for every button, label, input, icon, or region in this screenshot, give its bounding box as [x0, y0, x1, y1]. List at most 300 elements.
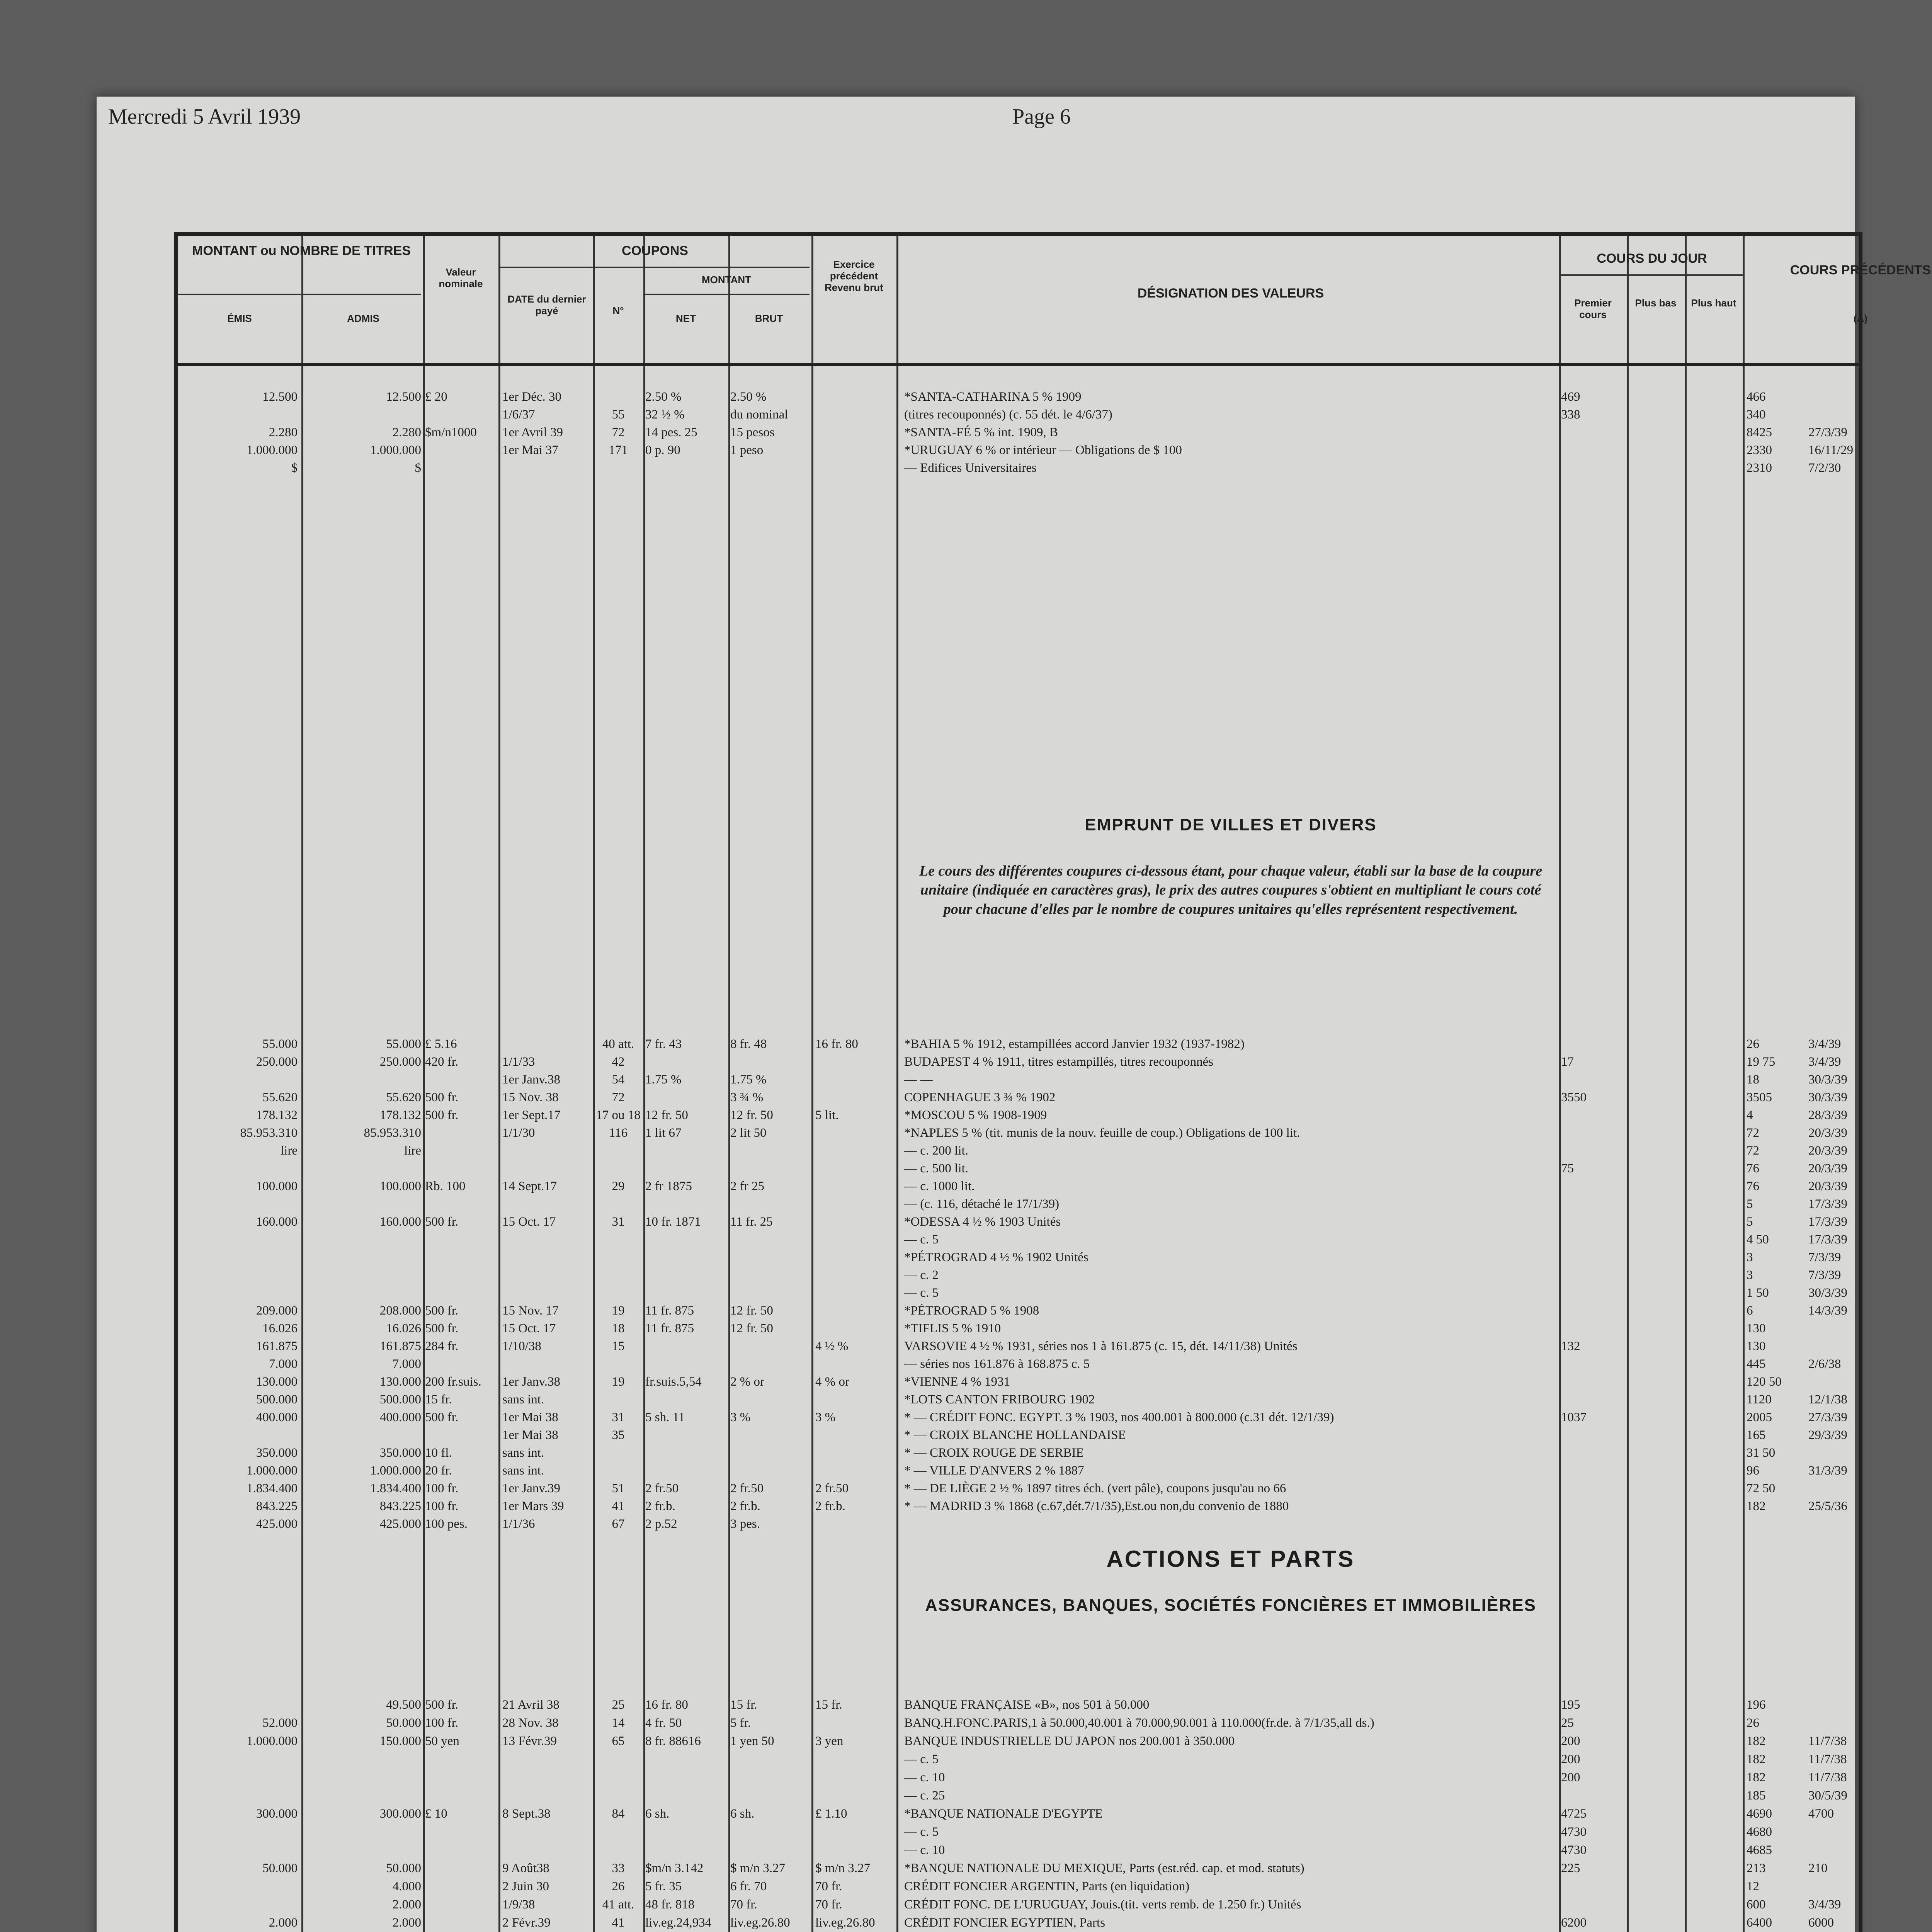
- designation-cell: — Edifices Universitaires: [904, 461, 1037, 475]
- table-row: [178, 1036, 1859, 1053]
- cours-precedent-date-cell: 27/3/39: [1808, 425, 1847, 439]
- designation-cell: * — VILLE D'ANVERS 2 % 1887: [904, 1464, 1084, 1478]
- section-title-actions: ACTIONS ET PARTS: [1106, 1546, 1355, 1572]
- coupon-no-cell: 15: [612, 1339, 625, 1353]
- admis-cell: 100.000: [379, 1179, 421, 1193]
- coupon-no-cell: 65: [612, 1734, 625, 1748]
- table-row: [178, 1842, 1859, 1859]
- valeur-cell: 100 fr.: [425, 1499, 459, 1513]
- table-row: [178, 1213, 1859, 1231]
- designation-cell: BANQUE FRANÇAISE «B», nos 501 à 50.000: [904, 1698, 1150, 1712]
- table-row: [178, 1878, 1859, 1896]
- valeur-cell: 100 pes.: [425, 1517, 468, 1531]
- admis-cell: 350.000: [379, 1446, 421, 1460]
- premier-cours-cell: 132: [1561, 1339, 1580, 1353]
- table-row: [178, 1391, 1859, 1409]
- designation-cell: CRÉDIT FONCIER ARGENTIN, Parts (en liquidation): [904, 1879, 1190, 1893]
- table-row: [178, 1515, 1859, 1533]
- designation-cell: — c. 5: [904, 1752, 939, 1766]
- admis-cell: 250.000: [379, 1055, 421, 1069]
- valeur-cell: Rb. 100: [425, 1179, 466, 1193]
- net-cell: 10 fr. 1871: [645, 1215, 701, 1229]
- valeur-cell: 500 fr.: [425, 1304, 459, 1318]
- cours-precedent-date-cell: 20/3/39: [1808, 1144, 1847, 1158]
- designation-cell: *MOSCOU 5 % 1908-1909: [904, 1108, 1047, 1122]
- table-row: [178, 1053, 1859, 1071]
- cours-precedent-cell: 6: [1747, 1304, 1753, 1318]
- premier-cours-cell: 195: [1561, 1698, 1580, 1712]
- valeur-cell: 10 fl.: [425, 1446, 452, 1460]
- net-cell: 48 fr. 818: [645, 1898, 695, 1912]
- brut-cell: 3 pes.: [730, 1517, 760, 1531]
- valeur-header: Valeur nominale: [439, 266, 483, 289]
- admis-cell: 300.000: [379, 1807, 421, 1821]
- emis-cell: 55.620: [262, 1090, 298, 1104]
- emis-cell: 100.000: [256, 1179, 298, 1193]
- emis-cell: 50.000: [262, 1861, 298, 1875]
- date-cell: 1/10/38: [502, 1339, 541, 1353]
- net-cell: 16 fr. 80: [645, 1698, 688, 1712]
- valeur-cell: 284 fr.: [425, 1339, 459, 1353]
- designation-cell: *BAHIA 5 % 1912, estampillées accord Janvier 1932 (1937-1982): [904, 1037, 1245, 1051]
- designation-cell: CRÉDIT FONC. DE L'URUGUAY, Jouis.(tit. verts remb. de 1.250 fr.) Unités: [904, 1898, 1301, 1912]
- admis-cell: 2.000: [392, 1898, 421, 1912]
- cours-precedent-cell: 2330: [1747, 443, 1772, 457]
- table-row: [178, 1124, 1859, 1142]
- date-cell: 1er Sept.17: [502, 1108, 561, 1122]
- table-row: [178, 1914, 1859, 1932]
- admis-cell: 12.500: [386, 390, 421, 404]
- date-cell: 15 Oct. 17: [502, 1215, 556, 1229]
- date-cell: 8 Sept.38: [502, 1807, 551, 1821]
- designation-cell: — c. 10: [904, 1843, 945, 1857]
- table-row: [178, 1302, 1859, 1320]
- emis-cell: 425.000: [256, 1517, 298, 1531]
- table-row: [178, 1373, 1859, 1391]
- cours-precedent-date-cell: 31/3/39: [1808, 1464, 1847, 1478]
- cours-precedent-date-cell: 4700: [1808, 1807, 1834, 1821]
- designation-cell: — c. 5: [904, 1286, 939, 1300]
- cours-precedent-cell: 130: [1747, 1321, 1766, 1335]
- valeur-cell: 50 yen: [425, 1734, 459, 1748]
- date-cell: 9 Août38: [502, 1861, 549, 1875]
- emis-cell: 2.280: [269, 425, 298, 439]
- date-cell: 1/6/37: [502, 408, 535, 422]
- revenu-cell: 3 %: [815, 1410, 836, 1424]
- cours-precedent-cell: 26: [1747, 1037, 1759, 1051]
- net-cell: 0 p. 90: [645, 443, 680, 457]
- coupon-no-cell: 54: [612, 1073, 625, 1087]
- brut-cell: 3 %: [730, 1410, 751, 1424]
- table-row: [178, 1427, 1859, 1444]
- admis-cell: 500.000: [379, 1393, 421, 1406]
- valeur-cell: 500 fr.: [425, 1090, 459, 1104]
- date-cell: sans int.: [502, 1446, 544, 1460]
- emis-cell: 160.000: [256, 1215, 298, 1229]
- net-cell: 8 fr. 88616: [645, 1734, 701, 1748]
- premier-cours-cell: 4730: [1561, 1825, 1587, 1839]
- date-cell: 1er Janv.38: [502, 1073, 560, 1087]
- emis-cell: 16.026: [262, 1321, 298, 1335]
- coupon-no-cell: 18: [612, 1321, 625, 1335]
- cours-precedent-date-cell: 14/3/39: [1808, 1304, 1847, 1318]
- table-row: [178, 1860, 1859, 1878]
- admis-cell: 1.834.400: [370, 1481, 421, 1495]
- header-rule: [178, 294, 421, 295]
- emis-header: ÉMIS: [227, 313, 252, 324]
- designation-cell: *TIFLIS 5 % 1910: [904, 1321, 1001, 1335]
- date-cell: 1/9/38: [502, 1898, 535, 1912]
- designation-cell: — c. 500 lit.: [904, 1162, 968, 1175]
- designation-cell: BANQUE INDUSTRIELLE DU JAPON nos 200.001 à 350.000: [904, 1734, 1235, 1748]
- premier-cours-cell: 338: [1561, 408, 1580, 422]
- cours-precedent-date-cell: 16/11/29: [1808, 443, 1854, 457]
- cours-precedent-date-cell: 7/3/39: [1808, 1268, 1841, 1282]
- exercice-header: Exercice précédent Revenu brut: [825, 259, 883, 293]
- brut-cell: 1.75 %: [730, 1073, 767, 1087]
- emis-cell: 400.000: [256, 1410, 298, 1424]
- table-row: [178, 1462, 1859, 1480]
- coupon-no-cell: 55: [612, 408, 625, 422]
- date-cell: 21 Avril 38: [502, 1698, 560, 1712]
- cours-precedent-cell: 76: [1747, 1179, 1759, 1193]
- cours-precedent-cell: 185: [1747, 1789, 1766, 1803]
- issue-date: Mercredi 5 Avril 1939: [108, 105, 301, 129]
- designation-cell: *URUGUAY 6 % or intérieur — Obligations de $ 100: [904, 443, 1182, 457]
- coupon-no-cell: 17 ou 18: [596, 1108, 641, 1122]
- admis-cell: $: [415, 461, 421, 475]
- cours-precedent-cell: 6400: [1747, 1916, 1772, 1930]
- cours-precedent-cell: 445: [1747, 1357, 1766, 1371]
- cours-precedent-date-cell: 28/3/39: [1808, 1108, 1847, 1122]
- cours-precedent-date-cell: 27/3/39: [1808, 1410, 1847, 1424]
- table-row: [178, 1787, 1859, 1805]
- cours-precedent-cell: 3: [1747, 1268, 1753, 1282]
- cours-precedent-date-cell: 30/3/39: [1808, 1090, 1847, 1104]
- coupons-header: COUPONS: [622, 243, 688, 258]
- net-cell: 4 fr. 50: [645, 1716, 682, 1730]
- cours-precedent-date-cell: 7/2/30: [1808, 461, 1841, 475]
- brut-cell: 2 fr 25: [730, 1179, 764, 1193]
- cours-precedent-cell: 96: [1747, 1464, 1759, 1478]
- brut-cell: $ m/n 3.27: [730, 1861, 786, 1875]
- net-cell: 6 sh.: [645, 1807, 670, 1821]
- date-cell: 2 Juin 30: [502, 1879, 549, 1893]
- date-cell: 1er Avril 39: [502, 425, 563, 439]
- cours-precedent-cell: 4685: [1747, 1843, 1772, 1857]
- montant-coupon-header: MONTANT: [701, 274, 752, 286]
- coupon-no-cell: 171: [609, 443, 628, 457]
- emis-cell: 500.000: [256, 1393, 298, 1406]
- brut-cell: 3 ¾ %: [730, 1090, 764, 1104]
- table-row: [178, 1231, 1859, 1249]
- designation-cell: *PÉTROGRAD 5 % 1908: [904, 1304, 1039, 1318]
- premier-cours-cell: 75: [1561, 1162, 1574, 1175]
- montant-header: MONTANT ou NOMBRE DE TITRES: [192, 243, 411, 258]
- designation-cell: * — CROIX ROUGE DE SERBIE: [904, 1446, 1084, 1460]
- designation-cell: *BANQUE NATIONALE D'EGYPTE: [904, 1807, 1103, 1821]
- date-cell: sans int.: [502, 1393, 544, 1406]
- net-cell: 2 fr.50: [645, 1481, 679, 1495]
- cours-precedent-cell: 1120: [1747, 1393, 1772, 1406]
- emis-cell: 843.225: [256, 1499, 298, 1513]
- brut-cell: 70 fr.: [730, 1898, 757, 1912]
- designation-cell: *BANQUE NATIONALE DU MEXIQUE, Parts (est.réd. cap. et mod. statuts): [904, 1861, 1304, 1875]
- revenu-cell: 5 lit.: [815, 1108, 839, 1122]
- coupon-no-cell: 14: [612, 1716, 625, 1730]
- table-row: [178, 1769, 1859, 1787]
- emis-cell: 1.000.000: [247, 1734, 298, 1748]
- date-cell: 1er Janv.38: [502, 1375, 560, 1389]
- net-cell: 5 sh. 11: [645, 1410, 685, 1424]
- coupon-no-cell: 41: [612, 1916, 625, 1930]
- emis-cell: 350.000: [256, 1446, 298, 1460]
- date-cell: 1/1/30: [502, 1126, 535, 1140]
- admis-cell: 2.280: [392, 425, 421, 439]
- designation-cell: BANQ.H.FONC.PARIS,1 à 50.000,40.001 à 70.000,90.001 à 110.000(fr.de. à 7/1/35,all ds.): [904, 1716, 1374, 1730]
- premier-cours-cell: 17: [1561, 1055, 1574, 1069]
- cours-precedent-cell: 182: [1747, 1770, 1766, 1784]
- header-rule: [1559, 274, 1745, 276]
- brut-cell: 2 lit 50: [730, 1126, 767, 1140]
- table-row: [178, 442, 1859, 459]
- admis-cell: 1.000.000: [370, 443, 421, 457]
- coupon-no-cell: 41 att.: [602, 1898, 634, 1912]
- coupon-no-cell: 31: [612, 1410, 625, 1424]
- admis-cell: 150.000: [379, 1734, 421, 1748]
- designation-cell: * — DE LIÈGE 2 ½ % 1897 titres éch. (vert pâle), coupons jusqu'au no 66: [904, 1481, 1286, 1495]
- cours-precedent-cell: 4680: [1747, 1825, 1772, 1839]
- cours-precedent-date-cell: 3/4/39: [1808, 1037, 1841, 1051]
- no-header: N°: [612, 305, 624, 316]
- header-rule: [500, 267, 810, 268]
- date-cell: 1er Mai 38: [502, 1410, 558, 1424]
- valeur-cell: 500 fr.: [425, 1321, 459, 1335]
- coupon-no-cell: 19: [612, 1375, 625, 1389]
- valeur-cell: £ 10: [425, 1807, 447, 1821]
- date-cell: 14 Sept.17: [502, 1179, 557, 1193]
- premier-cours-cell: 1037: [1561, 1410, 1587, 1424]
- net-cell: 1 lit 67: [645, 1126, 682, 1140]
- table-row: [178, 1267, 1859, 1284]
- revenu-cell: $ m/n 3.27: [815, 1861, 871, 1875]
- premier-cours-cell: 200: [1561, 1770, 1580, 1784]
- revenu-cell: 15 fr.: [815, 1698, 842, 1712]
- cours-prec-header: COURS PRÉCÉDENTS: [1790, 263, 1931, 277]
- net-cell: 5 fr. 35: [645, 1879, 682, 1893]
- designation-cell: *PÉTROGRAD 4 ½ % 1902 Unités: [904, 1250, 1088, 1264]
- admis-cell: 50.000: [386, 1861, 421, 1875]
- cours-precedent-cell: 31 50: [1747, 1446, 1776, 1460]
- coupon-no-cell: 29: [612, 1179, 625, 1193]
- emis-cell: 1.000.000: [247, 1464, 298, 1478]
- table-row: [178, 1196, 1859, 1213]
- emis-cell: 12.500: [262, 390, 298, 404]
- cours-precedent-date-cell: 210: [1808, 1861, 1828, 1875]
- brut-cell: 6 sh.: [730, 1807, 755, 1821]
- cours-precedent-date-cell: 30/3/39: [1808, 1286, 1847, 1300]
- net-cell: 12 fr. 50: [645, 1108, 688, 1122]
- cours-precedent-cell: 72: [1747, 1144, 1759, 1158]
- designation-cell: *LOTS CANTON FRIBOURG 1902: [904, 1393, 1095, 1406]
- revenu-cell: 70 fr.: [815, 1879, 842, 1893]
- designation-cell: *VIENNE 4 % 1931: [904, 1375, 1010, 1389]
- plus-bas-header: Plus bas: [1635, 297, 1677, 309]
- coupon-no-cell: 35: [612, 1428, 625, 1442]
- emis-cell: 7.000: [269, 1357, 298, 1371]
- admis-cell: 4.000: [392, 1879, 421, 1893]
- coupon-no-cell: 42: [612, 1055, 625, 1069]
- cours-precedent-cell: 5: [1747, 1215, 1753, 1229]
- cours-precedent-date-cell: 11/7/38: [1808, 1770, 1847, 1784]
- admis-cell: 85.953.310: [364, 1126, 421, 1140]
- admis-cell: 49.500: [386, 1698, 421, 1712]
- admis-cell: lire: [404, 1144, 421, 1158]
- table-row: [178, 459, 1859, 477]
- brut-header: BRUT: [755, 313, 783, 324]
- cours-precedent-cell: 76: [1747, 1162, 1759, 1175]
- date-cell: 1/1/36: [502, 1517, 535, 1531]
- date-cell: 28 Nov. 38: [502, 1716, 559, 1730]
- designation-cell: CRÉDIT FONCIER EGYPTIEN, Parts: [904, 1916, 1105, 1930]
- net-cell: 2.50 %: [645, 390, 682, 404]
- admis-cell: 2.000: [392, 1916, 421, 1930]
- table-row: [178, 1178, 1859, 1196]
- table-row: [178, 1823, 1859, 1841]
- cours-prec-note: (A): [1853, 313, 1868, 324]
- brut-cell: 2.50 %: [730, 390, 767, 404]
- coupon-no-cell: 31: [612, 1215, 625, 1229]
- table-row: [178, 1751, 1859, 1769]
- coupon-no-cell: 33: [612, 1861, 625, 1875]
- admis-cell: 16.026: [386, 1321, 421, 1335]
- emis-cell: 178.132: [256, 1108, 298, 1122]
- table-row: [178, 1896, 1859, 1914]
- cours-precedent-cell: 182: [1747, 1752, 1766, 1766]
- cours-precedent-cell: 5: [1747, 1197, 1753, 1211]
- cours-precedent-date-cell: 11/7/38: [1808, 1734, 1847, 1748]
- plus-haut-header: Plus haut: [1691, 297, 1736, 309]
- table-row: [178, 388, 1859, 406]
- premier-header: Premier cours: [1574, 297, 1612, 320]
- designation-cell: — c. 5: [904, 1825, 939, 1839]
- brut-cell: 6 fr. 70: [730, 1879, 767, 1893]
- cours-precedent-cell: 182: [1747, 1734, 1766, 1748]
- brut-cell: 12 fr. 50: [730, 1321, 773, 1335]
- cours-precedent-date-cell: 17/3/39: [1808, 1233, 1847, 1247]
- coupon-no-cell: 72: [612, 1090, 625, 1104]
- designation-cell: (titres recouponnés) (c. 55 dét. le 4/6/37): [904, 408, 1112, 422]
- valeur-cell: 100 fr.: [425, 1716, 459, 1730]
- cours-precedent-cell: 600: [1747, 1898, 1766, 1912]
- table-row: [178, 1733, 1859, 1750]
- table-row: [178, 1355, 1859, 1373]
- admis-cell: 843.225: [379, 1499, 421, 1513]
- coupon-no-cell: 25: [612, 1698, 625, 1712]
- revenu-cell: 4 % or: [815, 1375, 849, 1389]
- emis-cell: 250.000: [256, 1055, 298, 1069]
- cours-precedent-date-cell: 2/6/38: [1808, 1357, 1841, 1371]
- designation-cell: COPENHAGUE 3 ¾ % 1902: [904, 1090, 1056, 1104]
- table-row: [178, 1714, 1859, 1732]
- emis-cell: 209.000: [256, 1304, 298, 1318]
- cours-precedent-cell: 340: [1747, 408, 1766, 422]
- valeur-cell: 420 fr.: [425, 1055, 459, 1069]
- revenu-cell: 2 fr.50: [815, 1481, 849, 1495]
- premier-cours-cell: 200: [1561, 1734, 1580, 1748]
- designation-cell: — c. 25: [904, 1789, 945, 1803]
- designation-cell: — (c. 116, détaché le 17/1/39): [904, 1197, 1060, 1211]
- table-row: [178, 1142, 1859, 1160]
- admis-cell: 1.000.000: [370, 1464, 421, 1478]
- coupon-no-cell: 72: [612, 425, 625, 439]
- brut-cell: du nominal: [730, 408, 788, 422]
- coupon-no-cell: 84: [612, 1807, 625, 1821]
- date-cell: 15 Nov. 38: [502, 1090, 559, 1104]
- valeur-cell: £ 5.16: [425, 1037, 457, 1051]
- cours-precedent-cell: 4 50: [1747, 1233, 1769, 1247]
- admis-cell: 55.620: [386, 1090, 421, 1104]
- premier-cours-cell: 25: [1561, 1716, 1574, 1730]
- brut-cell: liv.eg.26.80: [730, 1916, 790, 1930]
- date-cell: 1er Mars 39: [502, 1499, 564, 1513]
- designation-cell: *NAPLES 5 % (tit. munis de la nouv. feuille de coup.) Obligations de 100 lit.: [904, 1126, 1300, 1140]
- designation-cell: VARSOVIE 4 ½ % 1931, séries nos 1 à 161.875 (c. 15, dét. 14/11/38) Unités: [904, 1339, 1298, 1353]
- premier-cours-cell: 3550: [1561, 1090, 1587, 1104]
- net-header: NET: [676, 313, 696, 324]
- cours-precedent-cell: 26: [1747, 1716, 1759, 1730]
- coupon-no-cell: 26: [612, 1879, 625, 1893]
- cours-precedent-cell: 1 50: [1747, 1286, 1769, 1300]
- emis-cell: 55.000: [262, 1037, 298, 1051]
- net-cell: 7 fr. 43: [645, 1037, 682, 1051]
- coupon-no-cell: 19: [612, 1304, 625, 1318]
- emis-cell: 52.000: [262, 1716, 298, 1730]
- designation-header: DÉSIGNATION DES VALEURS: [1137, 286, 1324, 301]
- admis-cell: 161.875: [379, 1339, 421, 1353]
- table-row: [178, 1480, 1859, 1498]
- cours-precedent-date-cell: 20/3/39: [1808, 1162, 1847, 1175]
- admis-header: ADMIS: [347, 313, 379, 324]
- net-cell: 11 fr. 875: [645, 1321, 694, 1335]
- cours-precedent-cell: 130: [1747, 1339, 1766, 1353]
- quotation-table: [174, 232, 1931, 1932]
- date-cell: 2 Févr.39: [502, 1916, 551, 1930]
- brut-cell: 2 % or: [730, 1375, 764, 1389]
- header-rule: [645, 294, 810, 295]
- designation-cell: — —: [904, 1073, 933, 1087]
- cours-precedent-cell: 120 50: [1747, 1375, 1782, 1389]
- designation-cell: — c. 10: [904, 1770, 945, 1784]
- cours-precedent-date-cell: 30/5/39: [1808, 1789, 1847, 1803]
- valeur-cell: 100 fr.: [425, 1481, 459, 1495]
- valeur-cell: 20 fr.: [425, 1464, 452, 1478]
- cours-precedent-cell: 4: [1747, 1108, 1753, 1122]
- date-cell: 15 Oct. 17: [502, 1321, 556, 1335]
- emis-cell: 1.834.400: [247, 1481, 298, 1495]
- valeur-cell: 500 fr.: [425, 1410, 459, 1424]
- designation-cell: BUDAPEST 4 % 1911, titres estampillés, titres recouponnés: [904, 1055, 1214, 1069]
- net-cell: 2 fr 1875: [645, 1179, 692, 1193]
- designation-cell: — c. 1000 lit.: [904, 1179, 975, 1193]
- coupon-no-cell: 40 att.: [602, 1037, 634, 1051]
- premier-cours-cell: 469: [1561, 390, 1580, 404]
- admis-cell: 55.000: [386, 1037, 421, 1051]
- date-cell: 1er Mai 38: [502, 1428, 558, 1442]
- table-row: [178, 424, 1859, 442]
- valeur-cell: 500 fr.: [425, 1698, 459, 1712]
- revenu-cell: 70 fr.: [815, 1898, 842, 1912]
